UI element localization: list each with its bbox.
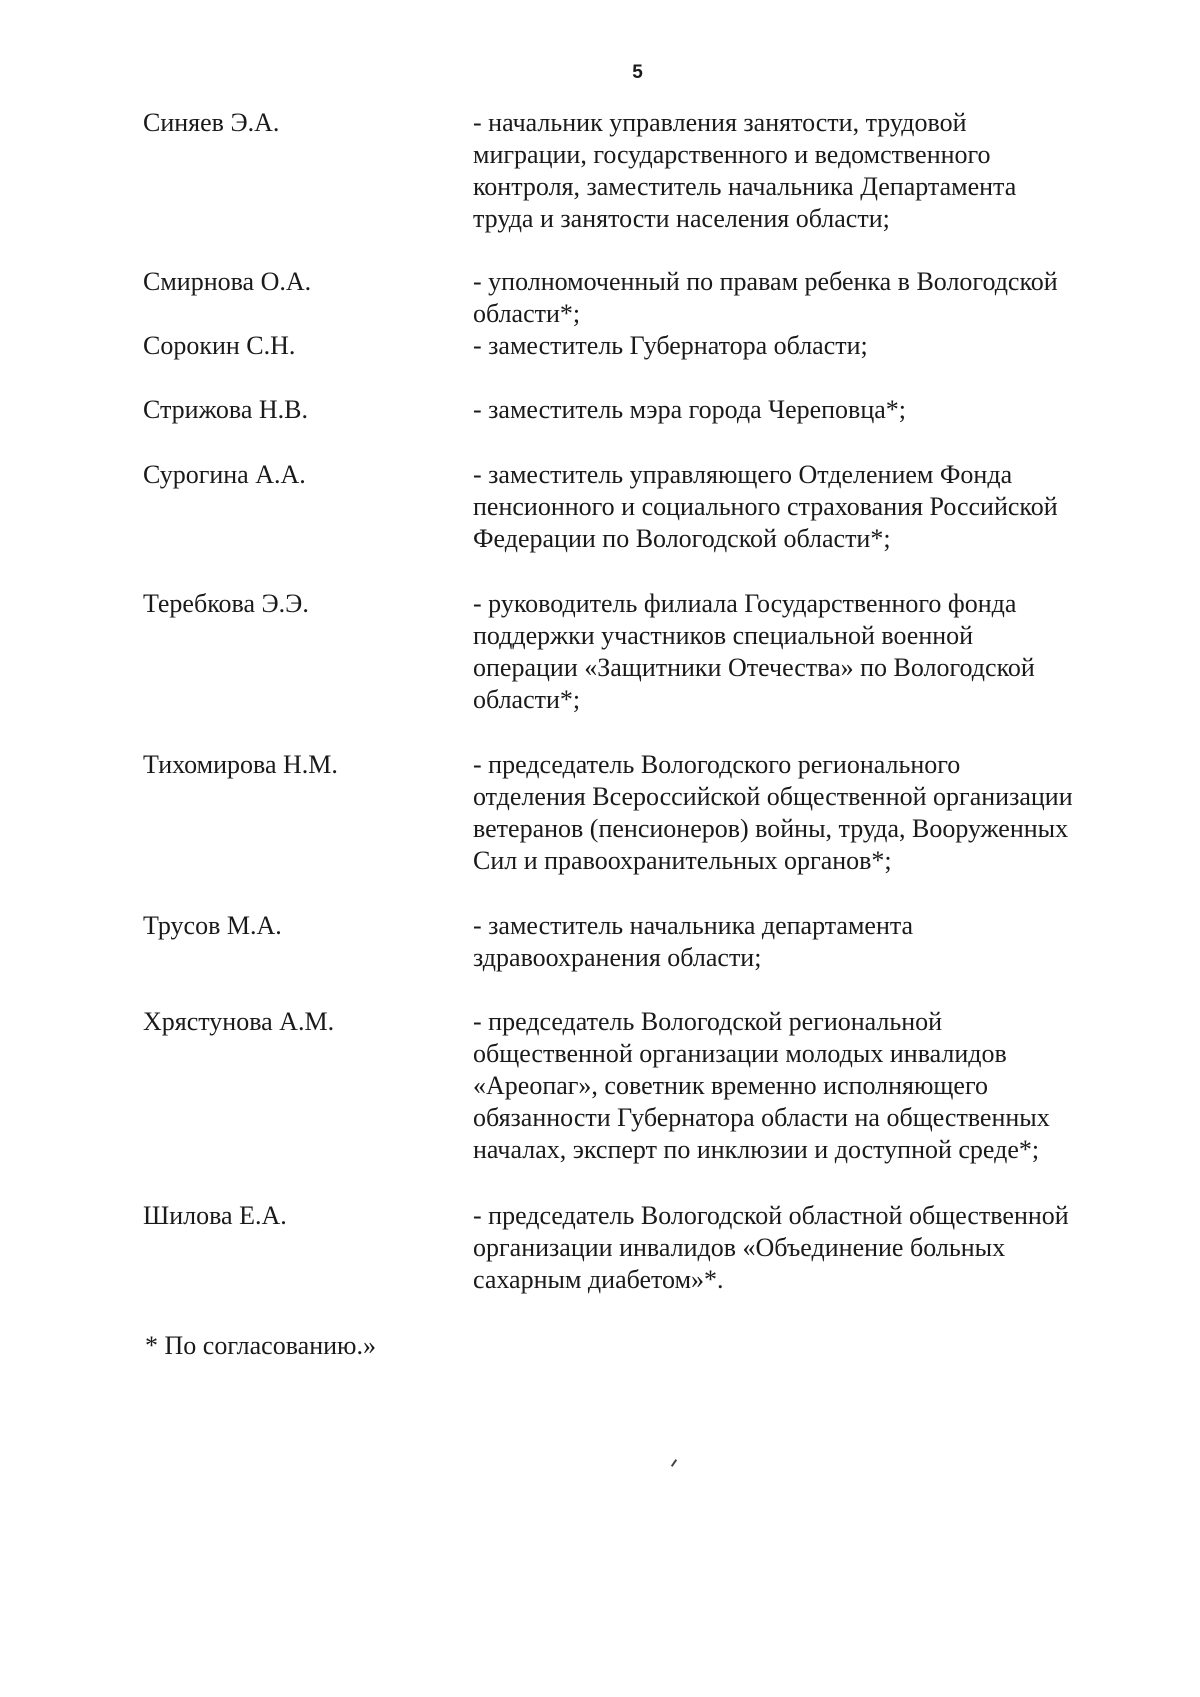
member-name: Трусов М.А. bbox=[143, 911, 282, 940]
member-role bbox=[473, 910, 1133, 974]
member-role bbox=[473, 107, 1133, 235]
role-line: здравоохранения области; bbox=[473, 943, 762, 972]
member-role bbox=[473, 394, 1133, 426]
role-line: Сил и правоохранительных органов*; bbox=[473, 846, 892, 875]
member-name: Синяев Э.А. bbox=[143, 108, 280, 137]
footnote: * По согласованию.» bbox=[145, 1331, 376, 1360]
role-line: обязанности Губернатора области на общественных bbox=[473, 1103, 1050, 1132]
member-role bbox=[473, 1200, 1133, 1296]
member-role bbox=[473, 330, 1133, 362]
role-line: - председатель Вологодского регионального bbox=[473, 750, 961, 779]
member-role bbox=[473, 588, 1133, 716]
role-line: - председатель Вологодской областной общественной bbox=[473, 1201, 1069, 1230]
member-name: Шилова Е.А. bbox=[143, 1201, 287, 1230]
role-line: области*; bbox=[473, 299, 581, 328]
role-line: - руководитель филиала Государственного фонда bbox=[473, 589, 1017, 618]
role-line: - заместитель управляющего Отделением Фонда bbox=[473, 460, 1013, 489]
role-line: - начальник управления занятости, трудовой bbox=[473, 108, 967, 137]
role-line: операции «Защитники Отечества» по Вологодской bbox=[473, 653, 1035, 682]
role-line: - председатель Вологодской региональной bbox=[473, 1007, 943, 1036]
role-line: - заместитель Губернатора области; bbox=[473, 331, 868, 360]
role-line: - заместитель начальника департамента bbox=[473, 911, 914, 940]
member-name: Сорокин С.Н. bbox=[143, 331, 296, 360]
member-name: Смирнова О.А. bbox=[143, 267, 312, 296]
member-name: Теребкова Э.Э. bbox=[143, 589, 309, 618]
role-line: - заместитель мэра города Череповца*; bbox=[473, 395, 907, 424]
member-name: Тихомирова Н.М. bbox=[143, 750, 338, 779]
member-role bbox=[473, 266, 1133, 330]
role-line: контроля, заместитель начальника Департамента bbox=[473, 172, 1017, 201]
role-line: организации инвалидов «Объединение больных bbox=[473, 1233, 1006, 1262]
role-line: началах, эксперт по инклюзии и доступной среде*; bbox=[473, 1135, 1040, 1164]
role-line: отделения Всероссийской общественной организации bbox=[473, 782, 1073, 811]
member-role bbox=[473, 1006, 1133, 1166]
role-line: общественной организации молодых инвалидов bbox=[473, 1039, 1007, 1068]
role-line: области*; bbox=[473, 685, 581, 714]
role-line: «Ареопаг», советник временно исполняющего bbox=[473, 1071, 988, 1100]
role-line: пенсионного и социального страхования Российской bbox=[473, 492, 1058, 521]
member-name: Сурогина А.А. bbox=[143, 460, 306, 489]
member-name: Стрижова Н.В. bbox=[143, 395, 309, 424]
member-role bbox=[473, 459, 1133, 555]
role-line: сахарным диабетом»*. bbox=[473, 1265, 724, 1294]
role-line: ветеранов (пенсионеров) войны, труда, Вооруженных bbox=[473, 814, 1069, 843]
role-line: Федерации по Вологодской области*; bbox=[473, 524, 891, 553]
role-line: миграции, государственного и ведомственного bbox=[473, 140, 991, 169]
role-line: поддержки участников специальной военной bbox=[473, 621, 974, 650]
role-line: - уполномоченный по правам ребенка в Вологодской bbox=[473, 267, 1058, 296]
member-name: Хрястунова А.М. bbox=[143, 1007, 335, 1036]
page-number: 5 bbox=[632, 62, 643, 83]
member-role bbox=[473, 749, 1133, 877]
role-line: труда и занятости населения области; bbox=[473, 204, 890, 233]
